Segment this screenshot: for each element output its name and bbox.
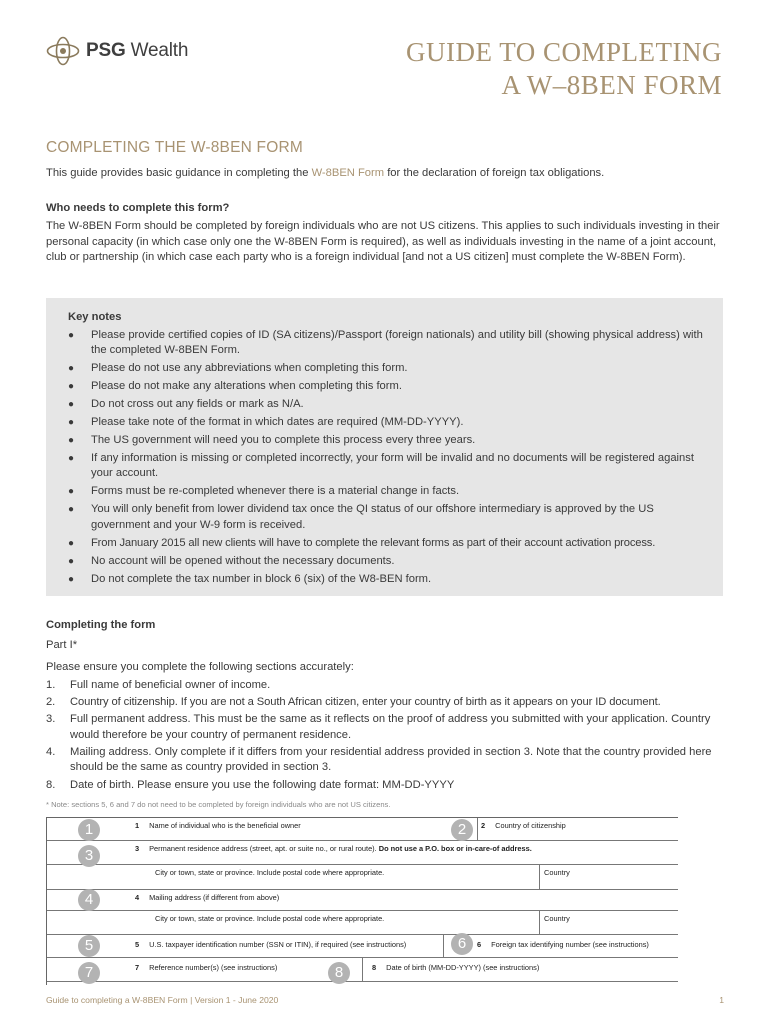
page-number: 1 <box>719 995 724 1005</box>
steps-list <box>46 678 736 795</box>
w8ben-form-excerpt <box>46 817 678 985</box>
list-item: ● Forms must be re-completed whenever there is a material change in facts. <box>68 484 703 499</box>
bullet-icon: ● <box>68 329 75 341</box>
marker-5-icon: 5 <box>78 935 100 957</box>
list-item: 3. Full permanent address. This must be the same as it reflects on the proof of address you submitted with your application. Country would therefore be your country of permanent residence. <box>46 713 711 741</box>
key-notes-title: Key notes <box>68 311 122 323</box>
field-3-label: 3 Permanent residence address (street, apt. or suite no., or rural route). Do not use a P.O. box or in-care-of address. <box>135 844 532 853</box>
w8ben-form-link[interactable]: W-8BEN Form <box>311 167 385 179</box>
completing-heading: Completing the form <box>46 619 156 631</box>
list-item: ● Do not cross out any fields or mark as N/A. <box>68 397 703 412</box>
list-item: 1. Full name of beneficial owner of income. <box>46 679 271 691</box>
key-notes-box <box>46 298 723 596</box>
list-item: ● Please do not make any alterations when completing this form. <box>68 379 703 394</box>
list-item: ● Do not complete the tax number in block 6 (six) of the W8-BEN form. <box>68 572 703 587</box>
key-notes-list <box>68 328 703 588</box>
psg-wealth-logo <box>46 36 188 66</box>
form-row-7 <box>47 958 678 982</box>
marker-2-icon: 2 <box>451 819 473 841</box>
ensure-text: Please ensure you complete the following sections accurately: <box>46 661 354 673</box>
form-row-5 <box>47 935 678 958</box>
bullet-icon: ● <box>68 416 75 428</box>
marker-3-icon: 3 <box>78 845 100 867</box>
list-item: ● No account will be opened without the necessary documents. <box>68 554 703 569</box>
field-5-label: 5 U.S. taxpayer identification number (SSN or ITIN), if required (see instructions) <box>135 940 407 949</box>
marker-4-icon: 4 <box>78 889 100 911</box>
section-heading: COMPLETING THE W-8BEN FORM <box>46 139 303 156</box>
marker-7-icon: 7 <box>78 962 100 984</box>
marker-1-icon: 1 <box>78 819 100 841</box>
list-item: ● You will only benefit from lower dividend tax once the QI status of our offshore intermediary is approved by the US government and your W-9 form is received. <box>68 503 654 531</box>
psg-logo-icon <box>46 36 80 66</box>
form-row-3-city <box>47 865 678 890</box>
list-item: ● Please provide certified copies of ID (SA citizens)/Passport (foreign nationals) and utility bill (showing physical address) with the completed W-8BEN Form. <box>68 328 703 356</box>
footer-text: Guide to completing a W-8BEN Form | Version 1 - June 2020 <box>46 995 279 1005</box>
field-1-label: 1 Name of individual who is the beneficial owner <box>135 821 301 830</box>
document-title <box>406 36 722 102</box>
form-row-4 <box>47 890 678 911</box>
city-label: City or town, state or province. Include postal code where appropriate. <box>155 868 385 877</box>
bullet-icon: ● <box>68 573 75 585</box>
field-4-label: 4 Mailing address (if different from above) <box>135 893 280 902</box>
bullet-icon: ● <box>68 486 75 498</box>
list-item: 2. Country of citizenship. If you are not a South African citizen, enter your country of birth as it appears on your ID document. <box>46 696 661 709</box>
form-row-4-city <box>47 911 678 935</box>
logo-wordmark: PSG Wealth <box>86 40 189 62</box>
field-6-label: 6 Foreign tax identifying number (see instructions) <box>477 940 649 949</box>
title-line-2: A W–8BEN FORM <box>501 70 722 100</box>
field-8-label: 8 Date of birth (MM-DD-YYYY) (see instructions) <box>372 963 540 972</box>
field-2-label: 2 Country of citizenship <box>481 821 566 830</box>
list-item: ● From January 2015 all new clients will have to complete the relevant forms as part of their account activation process. <box>68 536 703 551</box>
list-item: 8. Date of birth. Please ensure you use the following date format: MM-DD-YYYY <box>46 778 455 791</box>
intro-paragraph: This guide provides basic guidance in completing the W-8BEN Form for the declaration of foreign tax obligations. <box>46 167 605 179</box>
field-7-label: 7 Reference number(s) (see instructions) <box>135 963 278 972</box>
list-item: ● If any information is missing or completed incorrectly, your form will be invalid and no documents will be registered against your account. <box>68 451 694 480</box>
list-item: 4. Mailing address. Only complete if it differs from your residential address provided in section 3. Note that the country provided here should be the same as country provided in section 3. <box>46 746 712 774</box>
bullet-icon: ● <box>68 555 75 567</box>
bullet-icon: ● <box>68 504 75 516</box>
marker-6-icon: 6 <box>451 933 473 955</box>
list-item: ● Please do not use any abbreviations when completing this form. <box>68 361 703 376</box>
form-row-3 <box>47 841 678 865</box>
bullet-icon: ● <box>68 434 75 446</box>
bullet-icon: ● <box>68 452 75 464</box>
who-paragraph: The W-8BEN Form should be completed by foreign individuals who are not US citizens. This applies to such individuals investing in their personal capacity (in which case only one the W-8BEN Form is required), as well as individuals investing in the name of a joint account, club or partnership (in which case each party who is a foreign individual [and not a US citizen] must complete the W-8BEN Form). <box>46 220 720 263</box>
who-heading: Who needs to complete this form? <box>46 202 230 214</box>
form-row-1 <box>47 818 678 841</box>
bullet-icon: ● <box>68 362 75 374</box>
city2-label: City or town, state or province. Include postal code where appropriate. <box>155 914 385 923</box>
part-label: Part I* <box>46 639 78 651</box>
marker-8-icon: 8 <box>328 962 350 984</box>
list-item: ● The US government will need you to complete this process every three years. <box>68 433 703 448</box>
country-label: Country <box>544 868 570 877</box>
footnote: * Note: sections 5, 6 and 7 do not need to be completed by foreign individuals who are not US citizens. <box>46 800 391 809</box>
bullet-icon: ● <box>68 537 74 549</box>
country2-label: Country <box>544 914 570 923</box>
bullet-icon: ● <box>68 398 75 410</box>
title-line-1: GUIDE TO COMPLETING <box>406 37 722 67</box>
list-item: ● Please take note of the format in which dates are required (MM-DD-YYYY). <box>68 415 703 430</box>
bullet-icon: ● <box>68 380 75 392</box>
